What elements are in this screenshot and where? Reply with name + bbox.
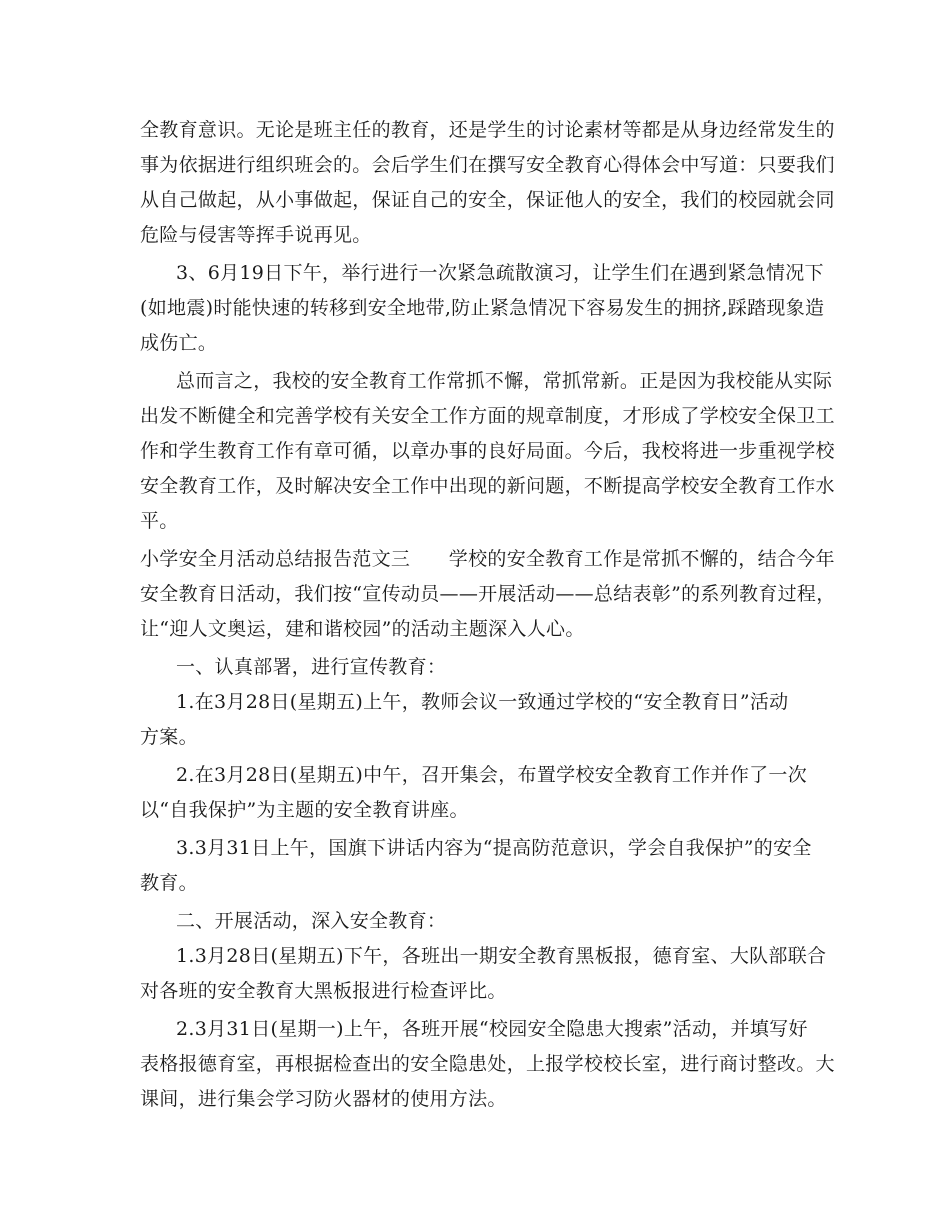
text-line: 课间，进行集会学习防火器材的使用方法。 — [140, 1088, 507, 1110]
text-line: 从自己做起，从小事做起，保证自己的安全，保证他人的安全，我们的校园就会同 — [140, 189, 835, 211]
text-line: 平。 — [140, 510, 179, 532]
text-line: 总而言之，我校的安全教育工作常抓不懈，常抓常新。正是因为我校能从实际 — [176, 370, 833, 392]
subheading: 一、认真部署，进行宣传教育： — [176, 656, 447, 678]
text-line: 出发不断健全和完善学校有关安全工作方面的规章制度，才形成了学校安全保卫工 — [140, 405, 835, 427]
text-line: 3、6月19日下午，举行进行一次紧急疏散演习，让学生们在遇到紧急情况下 — [176, 262, 824, 284]
text-line: 以“自我保护”为主题的安全教育讲座。 — [140, 799, 469, 821]
text-line: 2.在3月28日(星期五)中午，召开集会，布置学校安全教育工作并作了一次 — [176, 764, 808, 786]
text-line: 安全教育日活动，我们按“宣传动员——开展活动——总结表彰”的系列教育过程， — [140, 583, 836, 605]
text-line: 1.在3月28日(星期五)上午，教师会议一致通过学校的“安全教育日”活动 — [176, 691, 789, 713]
text-line: 教育。 — [140, 872, 198, 894]
text-line: 作和学生教育工作有章可循，以章办事的良好局面。今后，我校将进一步重视学校 — [140, 440, 835, 462]
subheading: 二、开展活动，深入安全教育： — [176, 910, 447, 932]
text-line: 对各班的安全教育大黑板报进行检查评比。 — [140, 980, 507, 1002]
text-line: 表格报德育室，再根据检查出的安全隐患处，上报学校校长室，进行商讨整改。大 — [140, 1053, 835, 1075]
text-line: 让“迎人文奥运，建和谐校园”的活动主题深入人心。 — [140, 618, 585, 640]
text-line: 方案。 — [140, 726, 198, 748]
text-line: 安全教育工作，及时解决安全工作中出现的新问题，不断提高学校安全教育工作水 — [140, 475, 835, 497]
text-line: 2.3月31日(星期一)上午，各班开展“校园安全隐患大搜索”活动，并填写好 — [176, 1018, 808, 1040]
text-line: 危险与侵害等挥手说再见。 — [140, 224, 372, 246]
text-line: 事为依据进行组织班会的。会后学生们在撰写安全教育心得体会中写道：只要我们 — [140, 154, 835, 176]
text-line: 1.3月28日(星期五)下午，各班出一期安全教育黑板报，德育室、大队部联合 — [176, 945, 827, 967]
section-heading: 小学安全月活动总结报告范文三 学校的安全教育工作是常抓不懈的，结合今年 — [140, 548, 835, 570]
text-line: 成伤亡。 — [140, 332, 218, 354]
text-line: (如地震)时能快速的转移到安全地带,防止紧急情况下容易发生的拥挤,踩踏现象造 — [140, 297, 825, 319]
text-line: 全教育意识。无论是班主任的教育，还是学生的讨论素材等都是从身边经常发生的 — [140, 119, 835, 141]
text-line: 3.3月31日上午，国旗下讲话内容为“提高防范意识，学会自我保护”的安全 — [176, 837, 812, 859]
